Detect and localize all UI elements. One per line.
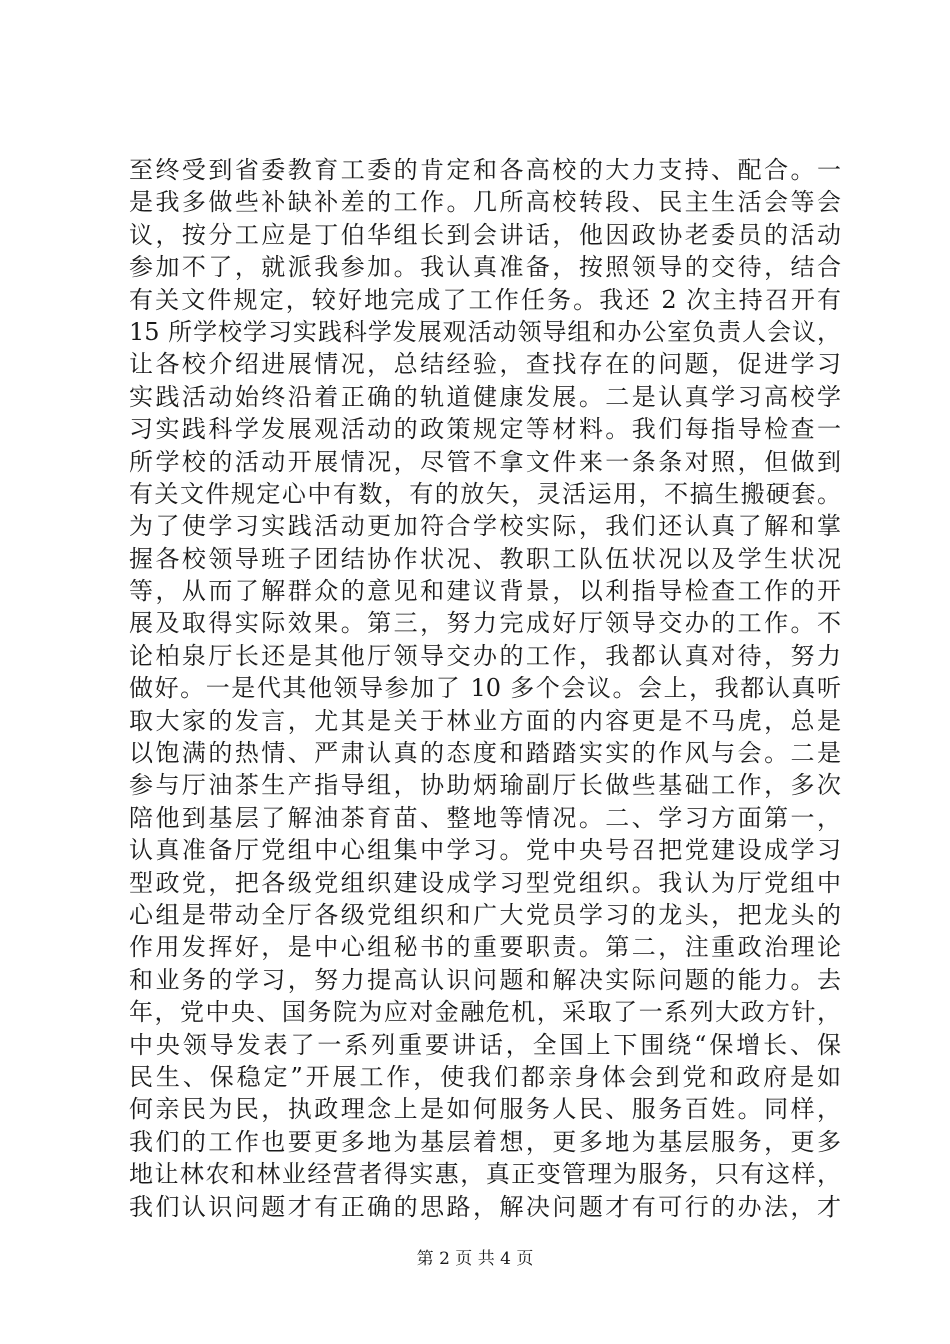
text-line: 和业务的学习，努力提高认识问题和解决实际问题的能力。去 (129, 965, 841, 994)
text-line: 至终受到省委教育工委的肯定和各高校的大力支持、配合。一 (129, 156, 841, 184)
text-line: 中央领导发表了一系列重要讲话，全国上下围绕“保增长、保 (129, 1030, 841, 1059)
text-line: 型政党，把各级党组织建设成学习型党组织。我认为厅党组中 (129, 868, 841, 897)
text-line: 有关文件规定心中有数，有的放矢，灵活运用，不搞生搬硬套。 (129, 479, 841, 508)
text-line: 以饱满的热情、严肃认真的态度和踏踏实实的作风与会。二是 (129, 739, 841, 768)
text-line: 为了使学习实践活动更加符合学校实际，我们还认真了解和掌 (129, 512, 841, 541)
text-line: 等，从而了解群众的意见和建议背景，以利指导检查工作的开 (129, 577, 841, 606)
text-line: 作用发挥好，是中心组秘书的重要职责。第二，注重政治理论 (129, 933, 841, 962)
text-line: 地让林农和林业经营者得实惠，真正变管理为服务，只有这样， (129, 1160, 841, 1189)
text-line: 握各校领导班子团结协作状况、教职工队伍状况以及学生状况 (129, 544, 841, 573)
text-line: 认真准备厅党组中心组集中学习。党中央号召把党建设成学习 (129, 836, 841, 865)
text-line: 有关文件规定，较好地完成了工作任务。我还 2 次主持召开有 (129, 285, 841, 314)
text-line: 参加不了，就派我参加。我认真准备，按照领导的交待，结合 (129, 253, 841, 282)
text-line: 是我多做些补缺补差的工作。几所高校转段、民主生活会等会 (129, 188, 841, 217)
text-line: 让各校介绍进展情况，总结经验，查找存在的问题，促进学习 (129, 350, 841, 379)
text-line: 习实践科学发展观活动的政策规定等材料。我们每指导检查一 (129, 415, 841, 444)
text-line: 论柏泉厅长还是其他厅领导交办的工作，我都认真对待，努力 (129, 641, 841, 670)
text-line: 年，党中央、国务院为应对金融危机，采取了一系列大政方针， (129, 998, 841, 1027)
text-line: 实践活动始终沿着正确的轨道健康发展。二是认真学习高校学 (129, 382, 841, 411)
text-line: 15 所学校学习实践科学发展观活动领导组和办公室负责人会议， (129, 317, 841, 346)
page-number-label: 第 2 页 共 4 页 (416, 1249, 534, 1269)
text-line: 取大家的发言，尤其是关于林业方面的内容更是不马虎，总是 (129, 706, 841, 735)
text-line: 心组是带动全厅各级党组织和广大党员学习的龙头，把龙头的 (129, 900, 841, 929)
text-line: 何亲民为民，执政理念上是如何服务人民、服务百姓。同样， (129, 1095, 841, 1124)
text-line: 参与厅油茶生产指导组，协助炳瑜副厅长做些基础工作，多次 (129, 771, 841, 800)
text-line: 我们的工作也要更多地为基层着想，更多地为基层服务，更多 (129, 1127, 841, 1156)
text-line: 展及取得实际效果。第三，努力完成好厅领导交办的工作。不 (129, 609, 841, 638)
text-line: 我们认识问题才有正确的思路，解决问题才有可行的办法，才 (129, 1192, 841, 1221)
page-footer (0, 1244, 950, 1269)
body-text (129, 154, 841, 1223)
text-line: 议，按分工应是丁伯华组长到会讲话，他因政协老委员的活动 (129, 220, 841, 249)
text-line: 民生、保稳定”开展工作，使我们都亲身体会到党和政府是如 (129, 1062, 841, 1091)
text-line: 做好。一是代其他领导参加了 10 多个会议。会上，我都认真听 (129, 674, 841, 703)
text-line: 陪他到基层了解油茶育苗、整地等情况。二、学习方面第一， (129, 803, 841, 832)
text-line: 所学校的活动开展情况，尽管不拿文件来一条条对照，但做到 (129, 447, 841, 476)
